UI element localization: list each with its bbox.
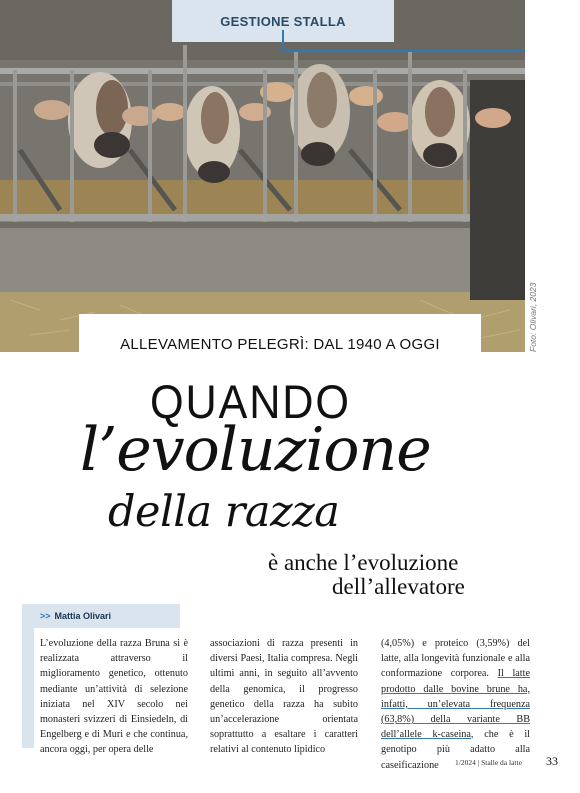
body-column-3: [381, 636, 530, 773]
tab-connector-horizontal: [282, 50, 525, 52]
body-column-1: [40, 636, 188, 758]
body-text-col-2: associazioni di razza presenti in diversi Paesi, Italia compresa. Negli ultimi anni, in seguito all’avvento della genomica, il progresso genetico della razza ha subito un’accelerazione orientata soprattutto a esaltare i caratteri relativi al contenuto lipidico: [210, 638, 358, 756]
cow-barn-illustration: [0, 0, 525, 352]
page-number: 33: [546, 754, 558, 768]
body-text-col-3-end: , che è il genotipo più adatto alla caseificazione: [381, 729, 530, 771]
author-name: Mattia Olivari: [54, 611, 112, 621]
title-line-1: QUANDO: [150, 375, 351, 428]
body-text-col-1: L’evoluzione della razza Bruna si è realizzata attraverso il miglioramento genetico, ottenuto mediante un’attività di selezione iniziata nel XIV secolo nei monasteri svizzeri di Einsiedeln, di Engelberg e di Muri e che continua, ancora oggi, per opera delle: [40, 638, 188, 756]
tab-connector-vertical: [282, 30, 284, 52]
subtitle-line-1: è anche l’evoluzione: [268, 550, 459, 575]
body-column-2: [210, 636, 358, 758]
highlighted-sentence: Il latte prodotto dalle bovine brune ha, infatti, un’elevata frequenza (63,8%) della variante BB dell’allele k-caseina: [381, 668, 530, 741]
footer-issue: 1/2024 | Stalle da latte: [455, 758, 522, 767]
kicker: ALLEVAMENTO PELEGRÌ: DAL 1940 A OGGI: [120, 336, 440, 353]
title-line-3: della razza: [108, 487, 340, 537]
photo-credit: Foto: Olivari, 2023: [528, 282, 538, 352]
title-line-2: l’evoluzione: [80, 415, 431, 485]
byline-arrows: >>: [40, 611, 51, 621]
body-text-col-3: [381, 636, 530, 773]
author-byline: [40, 611, 111, 621]
subtitle-line-2: dell’allevatore: [332, 574, 465, 599]
body-text-col-3-start: (4,05%) e proteico (3,59%) del latte, alla longevità funzionale e alla conformazione corporea.: [381, 638, 530, 680]
column-accent-bar: [22, 604, 34, 748]
section-tab: GESTIONE STALLA: [172, 0, 394, 42]
cover-photo: [0, 0, 525, 352]
